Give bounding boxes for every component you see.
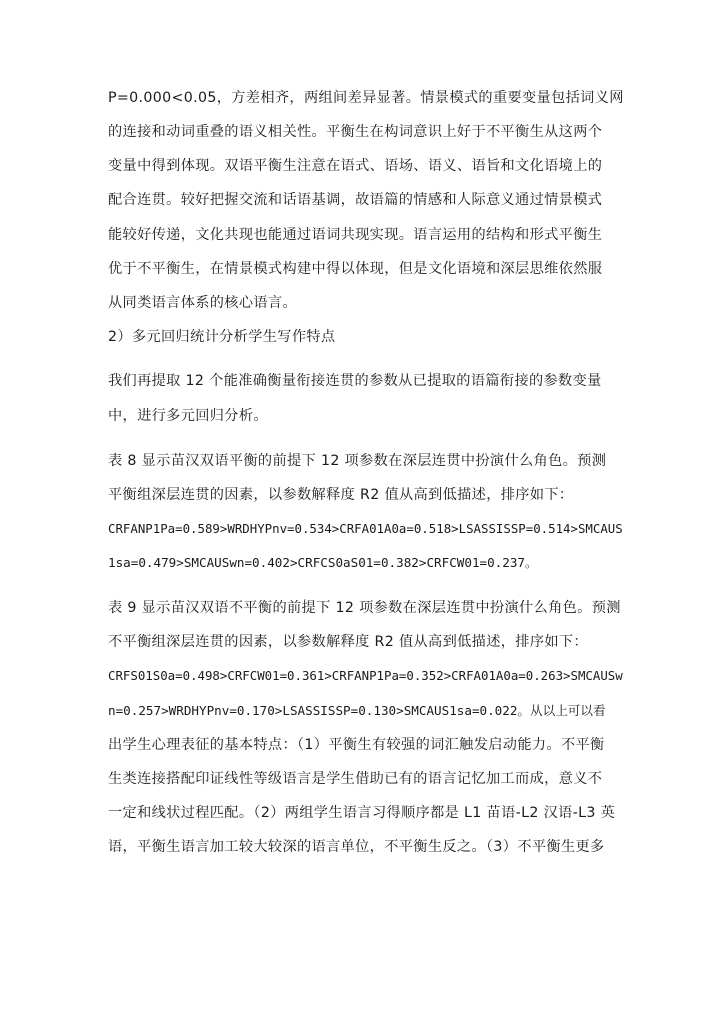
text-line: 能较好传递，文化共现也能通过语词共现实现。语言运用的结构和形式平衡生 bbox=[108, 227, 603, 243]
text-line: 语，平衡生语言加工较大较深的语言单位，不平衡生反之。（3）不平衡生更多 bbox=[108, 839, 605, 855]
text-line: 生类连接搭配印证线性等级语言是学生借助已有的语言记忆加工而成，意义不 bbox=[108, 771, 603, 787]
text-line: 我们再提取 12 个能准确衡量衔接连贯的参数从已提取的语篇衔接的参数变量 bbox=[108, 373, 602, 389]
formula-line: n=0.257>WRDHYPnv=0.170>LSASSISSP=0.130>SMCAUS1sa=0.022。从以上可以看 bbox=[108, 703, 606, 718]
text-line: 平衡组深层连贯的因素，以参数解释度 R2 值从高到低描述，排序如下： bbox=[108, 487, 574, 503]
text-line: 出学生心理表征的基本特点：（1）平衡生有较强的词汇触发启动能力。不平衡 bbox=[108, 737, 605, 753]
text-line: 配合连贯。较好把握交流和话语基调，故语篇的情感和人际意义通过情景模式 bbox=[108, 192, 603, 208]
text-line: 变量中得到体现。双语平衡生注意在语式、语场、语义、语旨和文化语境上的 bbox=[108, 158, 603, 174]
text-line: 表 9 显示苗汉双语不平衡的前提下 12 项参数在深层连贯中扮演什么角色。预测 bbox=[108, 600, 621, 616]
text-line: P=0.000<0.05，方差相齐，两组间差异显著。情景模式的重要变量包括词义网 bbox=[108, 90, 624, 106]
text-line: 优于不平衡生，在情景模式构建中得以体现，但是文化语境和深层思维依然服 bbox=[108, 261, 603, 277]
text-line: 中，进行多元回归分析。 bbox=[108, 408, 268, 424]
formula-line: 1sa=0.479>SMCAUSwn=0.402>CRFCS0aS01=0.382>CRFCW01=0.237。 bbox=[108, 555, 538, 570]
text-line: 的连接和动词重叠的语义相关性。平衡生在构词意识上好于不平衡生从这两个 bbox=[108, 124, 603, 140]
formula-line: CRFANP1Pa=0.589>WRDHYPnv=0.534>CRFA01A0a=0.518>LSASSISSP=0.514>SMCAUS bbox=[108, 521, 623, 536]
formula-line: CRFS01S0a=0.498>CRFCW01=0.361>CRFANP1Pa=0.352>CRFA01A0a=0.263>SMCAUSw bbox=[108, 668, 623, 683]
text-line: 表 8 显示苗汉双语平衡的前提下 12 项参数在深层连贯中扮演什么角色。预测 bbox=[108, 453, 607, 469]
text-line: 不平衡组深层连贯的因素，以参数解释度 R2 值从高到低描述，排序如下： bbox=[108, 634, 588, 650]
text-line: 从同类语言体系的核心语言。 bbox=[108, 295, 297, 311]
section-heading: 2）多元回归统计分析学生写作特点 bbox=[108, 329, 336, 345]
text-line: 一定和线状过程匹配。（2）两组学生语言习得顺序都是 L1 苗语-L2 汉语-L3 英 bbox=[108, 805, 616, 821]
